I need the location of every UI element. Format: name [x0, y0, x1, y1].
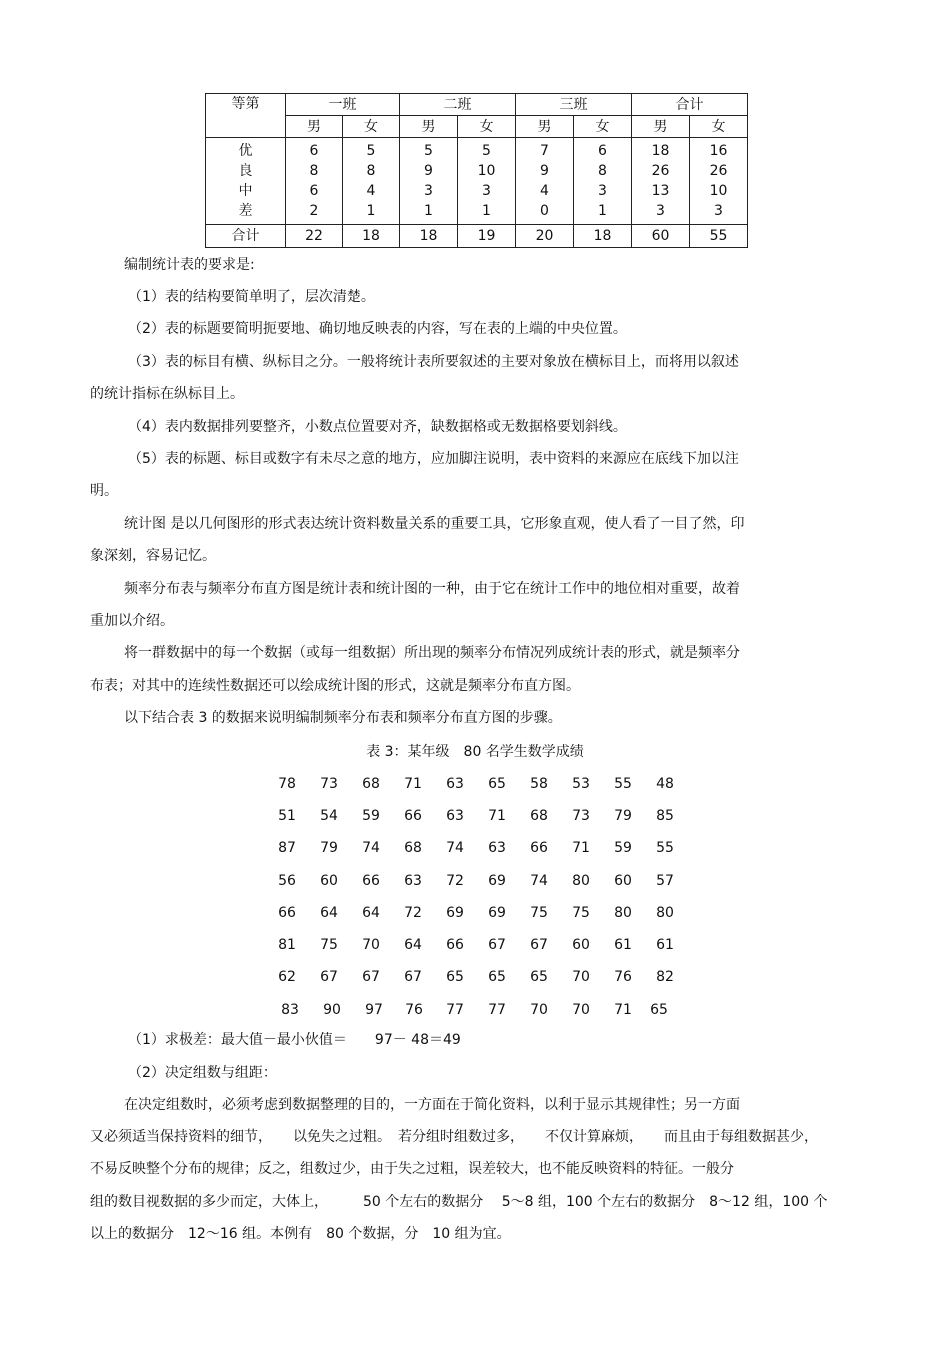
score-cell: 65 [530, 969, 548, 985]
paragraph-definition-cont: 布表；对其中的连续性数据还可以绘成统计图的形式，这就是频率分布直方图。 [90, 678, 580, 694]
score-cell: 73 [320, 776, 338, 792]
score-cell: 75 [530, 905, 548, 921]
score-cell: 66 [278, 905, 296, 921]
cell: 3 [714, 203, 723, 219]
gender-header: 男 [516, 116, 574, 138]
score-cell: 54 [320, 808, 338, 824]
score-cell: 75 [572, 905, 590, 921]
closing-line-3: 不易反映整个分布的规律；反之，组数过少，由于失之过粗，误差较大，也不能反映资料的特征。一般分 [90, 1161, 734, 1177]
score-cell: 70 [362, 937, 380, 953]
cell: 4 [366, 183, 376, 199]
cell: 18 [651, 143, 670, 159]
score-cell: 79 [614, 808, 632, 824]
score-cell: 78 [278, 776, 296, 792]
score-cell: 90 [323, 1002, 341, 1018]
gender-header: 女 [574, 116, 632, 138]
cell: 3 [598, 183, 607, 199]
score-cell: 60 [572, 937, 590, 953]
table3-caption: 表 3：某年级 80 名学生数学成绩 [366, 744, 584, 760]
cell: 26 [709, 163, 728, 179]
total-cell: 55 [690, 225, 748, 248]
score-cell: 77 [446, 1002, 464, 1018]
cell: 8 [598, 163, 607, 179]
score-cell: 69 [488, 905, 506, 921]
score-cell: 70 [530, 1002, 548, 1018]
score-cell: 85 [656, 808, 674, 824]
total-cell: 20 [516, 225, 574, 248]
score-cell: 68 [362, 776, 380, 792]
cell: 1 [598, 203, 607, 219]
score-cell: 66 [446, 937, 464, 953]
cell: 8 [366, 163, 376, 179]
score-cell: 74 [362, 840, 380, 856]
score-cell: 83 [281, 1002, 299, 1018]
cell: 1 [366, 203, 376, 219]
cell: 6 [309, 183, 319, 199]
closing-line-1: 在决定组数时，必须考虑到数据整理的目的，一方面在于简化资料，以利于显示其规律性；另一方面 [124, 1097, 740, 1113]
cell: 1 [482, 203, 491, 219]
score-cell: 75 [320, 937, 338, 953]
cell: 8 [309, 163, 319, 179]
score-cell: 67 [320, 969, 338, 985]
total-cell: 18 [574, 225, 632, 248]
paragraph-definition: 将一群数据中的每一个数据（或每一组数据）所出现的频率分布情况列成统计表的形式，就是频率分 [124, 645, 740, 661]
cell: 26 [651, 163, 670, 179]
grade-table [205, 93, 748, 248]
score-cell: 97 [365, 1002, 383, 1018]
score-cell: 55 [656, 840, 674, 856]
score-cell: 56 [278, 873, 296, 889]
score-cell: 76 [614, 969, 632, 985]
score-cell: 74 [446, 840, 464, 856]
requirement-1: （1）表的结构要简单明了，层次清楚。 [128, 289, 375, 305]
step-1: （1）求极差：最大值－最小伙值＝ 97－ 48＝49 [128, 1032, 461, 1048]
score-cell: 59 [614, 840, 632, 856]
score-cell: 60 [320, 873, 338, 889]
score-cell: 63 [446, 776, 464, 792]
gender-header: 女 [343, 116, 400, 138]
data-column [574, 138, 632, 225]
score-cell: 59 [362, 808, 380, 824]
corner-header: 等第 [206, 94, 286, 138]
paragraph-frequency: 频率分布表与频率分布直方图是统计表和统计图的一种，由于它在统计工作中的地位相对重要，故着 [124, 581, 740, 597]
score-cell: 66 [530, 840, 548, 856]
grade-labels [206, 138, 286, 225]
class-header: 三班 [516, 94, 632, 116]
cell: 6 [598, 143, 607, 159]
score-cell: 72 [446, 873, 464, 889]
data-column [516, 138, 574, 225]
total-cell: 18 [343, 225, 400, 248]
score-cell: 81 [278, 937, 296, 953]
score-cell: 79 [320, 840, 338, 856]
step-2: （2）决定组数与组距： [128, 1065, 277, 1081]
requirement-5-cont: 明。 [90, 483, 118, 499]
data-column [690, 138, 748, 225]
gender-header: 男 [632, 116, 690, 138]
closing-line-5: 以上的数据分 12～16 组。本例有 80 个数据，分 10 组为宜。 [90, 1226, 511, 1242]
cell: 10 [477, 163, 496, 179]
data-column [286, 138, 343, 225]
class-header: 合计 [632, 94, 748, 116]
closing-line-2: 又必须适当保持资料的细节， 以免失之过粗。 若分组时组数过多， 不仅计算麻烦， 而且由于每组数据甚少， [90, 1129, 818, 1145]
score-cell: 65 [488, 969, 506, 985]
score-cell: 61 [614, 937, 632, 953]
score-cell: 71 [572, 840, 590, 856]
score-cell: 66 [362, 873, 380, 889]
data-column [400, 138, 458, 225]
grade-label: 优 [238, 143, 253, 159]
score-cell: 71 [614, 1002, 632, 1018]
grade-label: 中 [238, 183, 253, 199]
score-cell: 67 [404, 969, 422, 985]
cell: 3 [656, 203, 665, 219]
cell: 3 [482, 183, 491, 199]
score-cell: 71 [404, 776, 422, 792]
score-cell: 64 [404, 937, 422, 953]
gender-header: 男 [286, 116, 343, 138]
cell: 9 [424, 163, 433, 179]
score-cell: 53 [572, 776, 590, 792]
cell: 2 [309, 203, 319, 219]
score-cell: 48 [656, 776, 674, 792]
cell: 5 [366, 143, 376, 159]
cell: 4 [540, 183, 549, 199]
score-cell: 63 [404, 873, 422, 889]
cell: 0 [540, 203, 549, 219]
score-cell: 71 [488, 808, 506, 824]
score-cell: 55 [614, 776, 632, 792]
data-column [458, 138, 516, 225]
score-cell: 65 [650, 1002, 668, 1018]
score-cell: 70 [572, 969, 590, 985]
score-cell: 74 [530, 873, 548, 889]
score-cell: 67 [530, 937, 548, 953]
cell: 9 [540, 163, 549, 179]
score-cell: 67 [362, 969, 380, 985]
total-cell: 18 [400, 225, 458, 248]
cell: 1 [424, 203, 433, 219]
total-cell: 60 [632, 225, 690, 248]
score-cell: 65 [446, 969, 464, 985]
requirement-3: （3）表的标目有横、纵标目之分。一般将统计表所要叙述的主要对象放在横标目上，而将用以叙述 [128, 354, 739, 370]
paragraph-frequency-cont: 重加以介绍。 [90, 613, 174, 629]
score-cell: 68 [530, 808, 548, 824]
closing-line-4: 组的数目视数据的多少而定，大体上， 50 个左右的数据分 5～8 组，100 个左右的数据分 8～12 组，100 个 [90, 1194, 828, 1210]
score-cell: 66 [404, 808, 422, 824]
score-cell: 82 [656, 969, 674, 985]
paragraph-chart: 统计图 是以几何图形的形式表达统计资料数量关系的重要工具，它形象直观，使人看了一目了然，印 [124, 516, 745, 532]
score-cell: 64 [320, 905, 338, 921]
score-cell: 63 [446, 808, 464, 824]
score-cell: 62 [278, 969, 296, 985]
data-column [632, 138, 690, 225]
class-header: 二班 [400, 94, 516, 116]
score-cell: 68 [404, 840, 422, 856]
requirement-3-cont: 的统计指标在纵标目上。 [90, 386, 244, 402]
score-cell: 76 [405, 1002, 423, 1018]
gender-header: 女 [690, 116, 748, 138]
score-cell: 60 [614, 873, 632, 889]
cell: 5 [482, 143, 491, 159]
grade-label: 差 [238, 203, 253, 219]
cell: 3 [424, 183, 433, 199]
score-cell: 57 [656, 873, 674, 889]
total-cell: 19 [458, 225, 516, 248]
requirement-2: （2）表的标题要简明扼要地、确切地反映表的内容，写在表的上端的中央位置。 [128, 321, 627, 337]
paragraph-chart-cont: 象深刻，容易记忆。 [90, 548, 216, 564]
class-header: 一班 [286, 94, 400, 116]
requirement-5: （5）表的标题、标目或数字有未尽之意的地方，应加脚注说明，表中资料的来源应在底线下加以注 [128, 451, 739, 467]
requirement-4: （4）表内数据排列要整齐，小数点位置要对齐，缺数据格或无数据格要划斜线。 [128, 419, 627, 435]
score-cell: 63 [488, 840, 506, 856]
score-cell: 61 [656, 937, 674, 953]
data-column [343, 138, 400, 225]
score-cell: 64 [362, 905, 380, 921]
score-cell: 80 [656, 905, 674, 921]
score-cell: 65 [488, 776, 506, 792]
paragraph-intro: 编制统计表的要求是: [124, 257, 255, 273]
cell: 5 [424, 143, 433, 159]
score-cell: 70 [572, 1002, 590, 1018]
score-cell: 87 [278, 840, 296, 856]
score-cell: 77 [488, 1002, 506, 1018]
score-cell: 69 [446, 905, 464, 921]
gender-header: 女 [458, 116, 516, 138]
cell: 7 [540, 143, 549, 159]
gender-header: 男 [400, 116, 458, 138]
cell: 16 [709, 143, 728, 159]
cell: 6 [309, 143, 319, 159]
score-cell: 73 [572, 808, 590, 824]
score-cell: 58 [530, 776, 548, 792]
paragraph-steps-intro: 以下结合表 3 的数据来说明编制频率分布表和频率分布直方图的步骤。 [124, 710, 562, 726]
score-cell: 80 [614, 905, 632, 921]
cell: 13 [651, 183, 670, 199]
score-cell: 80 [572, 873, 590, 889]
score-cell: 67 [488, 937, 506, 953]
total-label: 合计 [206, 225, 286, 248]
cell: 10 [709, 183, 728, 199]
total-cell: 22 [286, 225, 343, 248]
score-cell: 72 [404, 905, 422, 921]
grade-label: 良 [238, 163, 253, 179]
score-cell: 69 [488, 873, 506, 889]
score-cell: 51 [278, 808, 296, 824]
